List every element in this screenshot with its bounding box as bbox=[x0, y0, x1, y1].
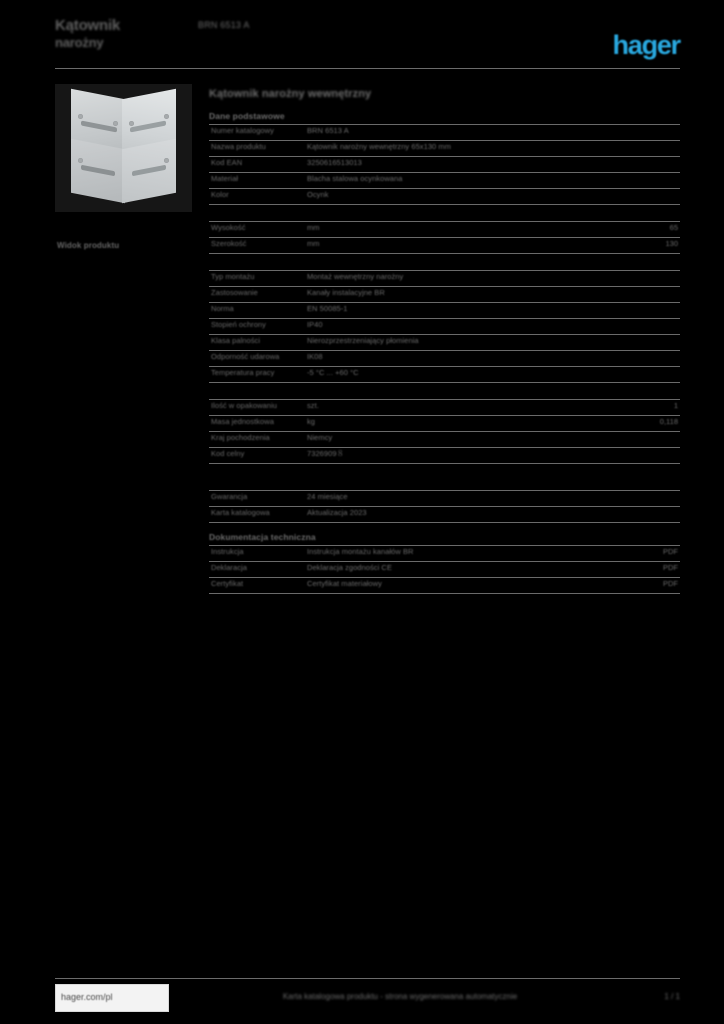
bracket-hole-4 bbox=[129, 121, 134, 126]
document-header bbox=[55, 18, 680, 68]
row-key: Nazwa produktu bbox=[211, 142, 266, 151]
corner-bracket-illustration bbox=[65, 92, 182, 204]
row-key: Stopień ochrony bbox=[211, 320, 266, 329]
row-key: Typ montażu bbox=[211, 272, 255, 281]
spec-table-technical bbox=[209, 270, 680, 383]
spec-table-basic bbox=[209, 124, 680, 205]
table-row bbox=[209, 367, 680, 383]
row-key: Masa jednostkowa bbox=[211, 417, 274, 426]
table-row bbox=[209, 222, 680, 238]
footer-site-box[interactable] bbox=[55, 984, 169, 1012]
footer-site-link[interactable]: hager.com/pl bbox=[61, 992, 113, 1002]
row-value: Certyfikat materiałowy bbox=[307, 579, 382, 588]
table-row bbox=[209, 416, 680, 432]
row-value: Instrukcja montażu kanałów BR bbox=[307, 547, 414, 556]
table-row bbox=[209, 125, 680, 141]
table-row bbox=[209, 432, 680, 448]
row-key: Temperatura pracy bbox=[211, 368, 275, 377]
row-key: Karta katalogowa bbox=[211, 508, 270, 517]
row-value: IP40 bbox=[307, 320, 323, 329]
table-row bbox=[209, 546, 680, 562]
row-key: Certyfikat bbox=[211, 579, 244, 588]
document-reference: BRN 6513 A bbox=[198, 20, 250, 30]
row-number: PDF bbox=[663, 579, 678, 588]
row-key: Zastosowanie bbox=[211, 288, 258, 297]
spec-table-documentation bbox=[209, 545, 680, 594]
spec-table-logistics bbox=[209, 399, 680, 464]
row-value: Nierozprzestrzeniający płomienia bbox=[307, 336, 419, 345]
row-value: Kątownik narożny wewnętrzny 65x130 mm bbox=[307, 142, 451, 151]
product-datasheet-content bbox=[209, 88, 680, 594]
group-heading-basic: Dane podstawowe bbox=[209, 111, 285, 121]
bracket-hole-5 bbox=[78, 158, 83, 163]
bracket-hole-6 bbox=[164, 158, 169, 163]
group-heading-documentation: Dokumentacja techniczna bbox=[209, 532, 316, 542]
header-divider bbox=[55, 68, 680, 69]
table-row bbox=[209, 189, 680, 205]
row-key: Numer katalogowy bbox=[211, 126, 274, 135]
footer-page-number: 1 / 1 bbox=[664, 992, 680, 1001]
row-value: Deklaracja zgodności CE bbox=[307, 563, 392, 572]
row-value: mm bbox=[307, 239, 320, 248]
row-key: Kod celny bbox=[211, 449, 245, 458]
row-key: Wysokość bbox=[211, 223, 246, 232]
row-value: 3250616513013 bbox=[307, 158, 362, 167]
row-value: Ocynk bbox=[307, 190, 329, 199]
bracket-hole-1 bbox=[78, 114, 83, 119]
bracket-hole-3 bbox=[164, 114, 169, 119]
table-row bbox=[209, 141, 680, 157]
table-row bbox=[209, 351, 680, 367]
row-key: Materiał bbox=[211, 174, 239, 183]
row-value: 7326909８ bbox=[307, 449, 345, 458]
footer-divider bbox=[55, 978, 680, 979]
table-row bbox=[209, 238, 680, 254]
row-value: 24 miesiące bbox=[307, 492, 348, 501]
table-row bbox=[209, 319, 680, 335]
table-row bbox=[209, 507, 680, 523]
product-image-caption: Widok produktu bbox=[57, 241, 120, 250]
row-key: Ilość w opakowaniu bbox=[211, 401, 277, 410]
row-key: Deklaracja bbox=[211, 563, 247, 572]
row-key: Kraj pochodzenia bbox=[211, 433, 270, 442]
product-image bbox=[55, 84, 192, 212]
table-row bbox=[209, 173, 680, 189]
row-number: PDF bbox=[663, 563, 678, 572]
spec-table-additional bbox=[209, 490, 680, 523]
table-row bbox=[209, 287, 680, 303]
table-row bbox=[209, 562, 680, 578]
row-value: Aktualizacja 2023 bbox=[307, 508, 367, 517]
row-key: Kolor bbox=[211, 190, 229, 199]
page-title-line1: Kątownik bbox=[55, 17, 121, 34]
row-number: 130 bbox=[665, 239, 678, 248]
footer-note: Karta katalogowa produktu - strona wygenerowana automatycznie bbox=[282, 992, 518, 1001]
row-value: -5 °C ... +60 °C bbox=[307, 368, 359, 377]
row-value: IK08 bbox=[307, 352, 323, 361]
section-title: Kątownik narożny wewnętrzny bbox=[209, 88, 372, 100]
table-row bbox=[209, 271, 680, 287]
bracket-hole-2 bbox=[113, 121, 118, 126]
row-number: 65 bbox=[669, 223, 678, 232]
row-value: Blacha stalowa ocynkowana bbox=[307, 174, 403, 183]
table-row bbox=[209, 335, 680, 351]
row-value: Montaż wewnętrzny narożny bbox=[307, 272, 404, 281]
row-value: mm bbox=[307, 223, 320, 232]
row-number: 0,118 bbox=[659, 417, 678, 426]
row-key: Kod EAN bbox=[211, 158, 243, 167]
row-value: szt. bbox=[307, 401, 319, 410]
table-row bbox=[209, 303, 680, 319]
row-value: Niemcy bbox=[307, 433, 333, 442]
row-value: BRN 6513 A bbox=[307, 126, 349, 135]
row-value: Kanały instalacyjne BR bbox=[307, 288, 385, 297]
row-value: EN 50085-1 bbox=[307, 304, 348, 313]
spec-table-dimensions bbox=[209, 221, 680, 254]
row-number: PDF bbox=[663, 547, 678, 556]
table-row bbox=[209, 448, 680, 464]
row-key: Instrukcja bbox=[211, 547, 244, 556]
page-title-line2: narożny bbox=[55, 35, 104, 50]
row-key: Odporność udarowa bbox=[211, 352, 280, 361]
table-row bbox=[209, 578, 680, 594]
table-row bbox=[209, 157, 680, 173]
brand-logo: hager bbox=[612, 30, 680, 60]
row-key: Klasa palności bbox=[211, 336, 261, 345]
table-row bbox=[209, 400, 680, 416]
row-value: kg bbox=[307, 417, 316, 426]
table-row bbox=[209, 491, 680, 507]
row-key: Norma bbox=[211, 304, 234, 313]
row-key: Gwarancja bbox=[211, 492, 248, 501]
row-number: 1 bbox=[673, 401, 678, 410]
row-key: Szerokość bbox=[211, 239, 247, 248]
